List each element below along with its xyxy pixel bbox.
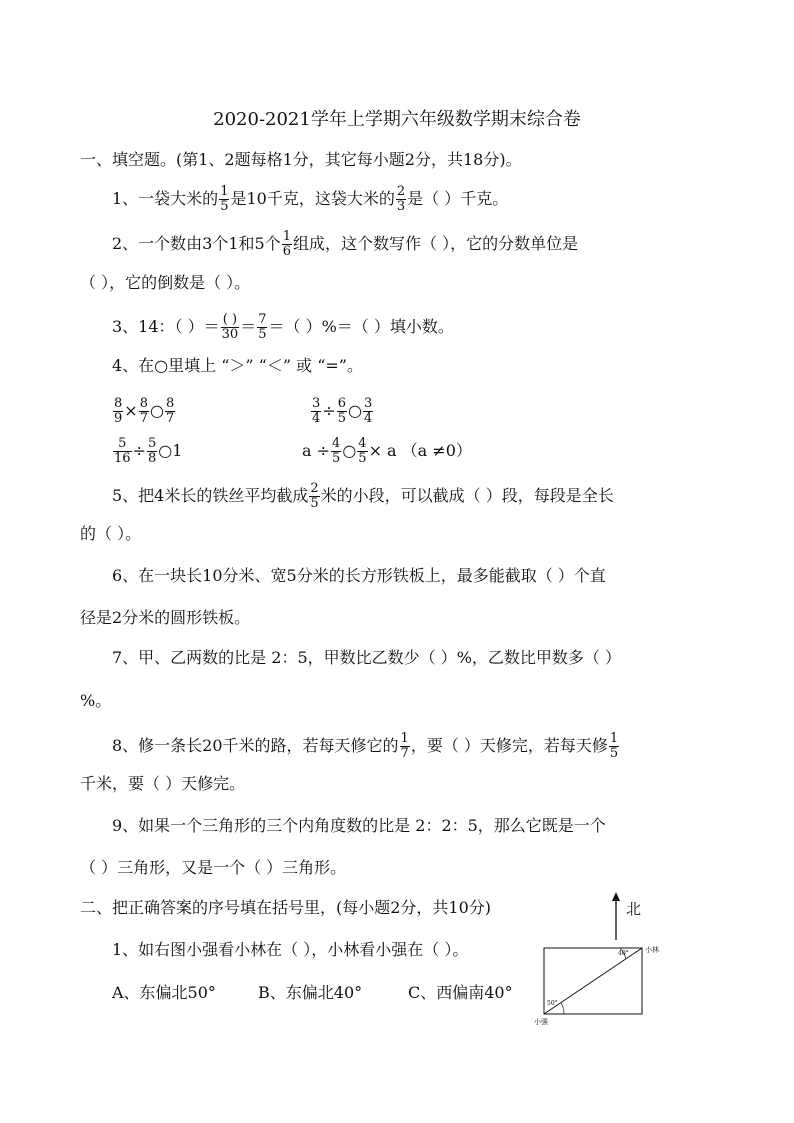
compare-item: $\frac{5}{16}$ ÷ $\frac{5}{8}$ ○1 — [114, 436, 183, 466]
north-label: 北 — [626, 900, 642, 918]
question-4-intro: 4、在○里填上 “＞” “＜” 或 “=”。 — [112, 356, 363, 375]
option-a: A、东偏北50° — [112, 983, 216, 1002]
xiaoqiang-label: 小强 — [534, 1018, 548, 1026]
question-7-line2: %。 — [80, 691, 112, 710]
question-2-line2: （ ），它的倒数是（ ）。 — [80, 273, 251, 292]
question-8-line2: 千米，要（ ）天修完。 — [80, 774, 246, 793]
option-b: B、东偏北40° — [258, 983, 363, 1002]
sight-line — [544, 948, 642, 1014]
question-1: 1、一袋大米的 $\frac{1}{5}$ 是10千克，这袋大米的 $\frac{2}{3}$ 是（ ）千克。 — [112, 184, 509, 214]
compare-item: a ÷ $\frac{4}{5}$ ○ $\frac{4}{5}$ × a （a ≠0） — [302, 436, 472, 466]
fraction: $\frac{2}{3}$ — [396, 184, 406, 214]
direction-diagram — [530, 888, 670, 1030]
question-7: 7、甲、乙两数的比是 2：5，甲数比乙数少（ ）%，乙数比甲数多（ ） — [112, 648, 622, 667]
angle-bottom-label: 50° — [547, 1000, 558, 1007]
fraction: $\frac{1}{5}$ — [220, 184, 229, 214]
section1-heading: 一、填空题。(第1、2题每格1分，其它每小题2分，共18分)。 — [80, 150, 522, 169]
question-8: 8、修一条长20千米的路，若每天修它的 $\frac{1}{7}$ ，要（ ）天修完，若每天修 $\frac{1}{5}$ — [112, 731, 619, 761]
section2-heading: 二、把正确答案的序号填在括号里，(每小题2分，共10分) — [80, 898, 492, 917]
fraction: $\frac{1}{6}$ — [282, 229, 292, 259]
fraction: $\frac{7}{5}$ — [258, 312, 267, 342]
question-6: 6、在一块长10分米、宽5分米的长方形铁板上，最多能截取（ ）个直 — [112, 566, 606, 585]
question-3: 3、14：（ ）＝ $\frac{( )}{30}$ ＝ $\frac{7}{5}$ ＝（ ）%＝（ ）填小数。 — [112, 312, 454, 342]
question-2: 2、一个数由3个1和5个 $\frac{1}{6}$ 组成，这个数写作（ ），它的分数单位是 — [112, 229, 579, 259]
north-arrow-icon — [612, 892, 620, 940]
question-9: 9、如果一个三角形的三个内角度数的比是 2：2：5，那么它既是一个 — [112, 816, 606, 835]
diagram-svg — [530, 888, 670, 1030]
option-c: C、西偏南40° — [408, 983, 513, 1002]
page-title: 2020-2021学年上学期六年级数学期末综合卷 — [213, 109, 581, 130]
angle-top-label: 40° — [618, 950, 629, 957]
compare-item: $\frac{8}{9}$ × $\frac{8}{7}$ ○ $\frac{8}{7}$ — [114, 396, 175, 426]
question-6-line2: 径是2分米的圆形铁板。 — [80, 608, 251, 627]
question-5: 5、把4米长的铁丝平均截成 $\frac{2}{5}$ 米的小段，可以截成（ ）段，每段是全长 — [112, 481, 614, 511]
fraction: $\frac{( )}{30}$ — [221, 312, 239, 342]
xiaolin-label: 小林 — [645, 946, 659, 954]
compare-item: $\frac{3}{4}$ ÷ $\frac{6}{5}$ ○ $\frac{3}{4}$ — [312, 396, 373, 426]
angle-arc-bottom — [561, 1003, 564, 1014]
question-5-line2: 的（ ）。 — [80, 524, 142, 543]
section2-question-1: 1、如右图小强看小林在（ ），小林看小强在（ ）。 — [112, 940, 469, 959]
question-9-line2: （ ）三角形，又是一个（ ）三角形。 — [80, 858, 347, 877]
